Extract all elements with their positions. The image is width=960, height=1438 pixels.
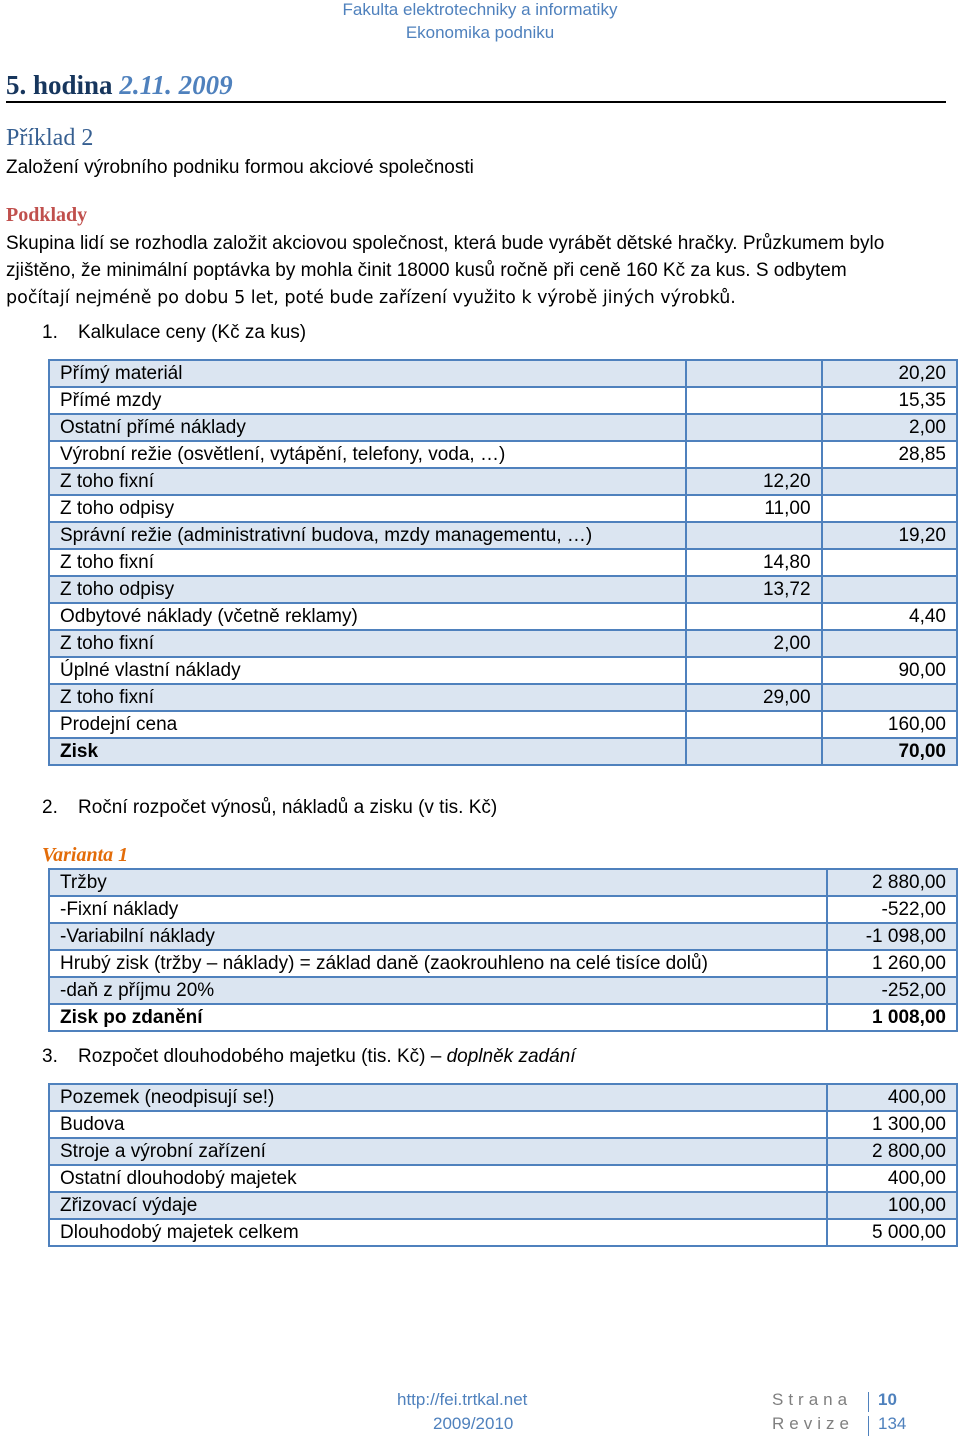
row-value: 4,40 — [822, 603, 957, 630]
row-label: Budova — [49, 1111, 827, 1138]
variant-heading: Varianta 1 — [42, 844, 129, 866]
row-label: Ostatní přímé náklady — [49, 414, 686, 441]
table-row — [49, 576, 957, 603]
podklady-text-2: počítají nejméně po dobu 5 let, poté bude zařízení využito k výrobě jiných výrobků. — [6, 288, 736, 308]
table-row — [49, 923, 957, 950]
row-label: Odbytové náklady (včetně reklamy) — [49, 603, 686, 630]
section-3-title: Rozpočet dlouhodobého majetku (tis. Kč) – — [78, 1046, 442, 1067]
row-label: Stroje a výrobní zařízení — [49, 1138, 827, 1165]
table-row — [49, 738, 957, 765]
example-heading: Příklad 2 — [6, 125, 94, 151]
row-subvalue: 29,00 — [686, 684, 821, 711]
row-label: -Variabilní náklady — [49, 923, 827, 950]
section-3-heading — [42, 1046, 576, 1068]
row-value — [822, 495, 957, 522]
row-label: Z toho fixní — [49, 549, 686, 576]
row-label: Z toho fixní — [49, 468, 686, 495]
row-label: Prodejní cena — [49, 711, 686, 738]
price-calculation-table — [48, 359, 958, 766]
section-1-number: 1. — [42, 322, 58, 343]
section-2-title: Roční rozpočet výnosů, nákladů a zisku (v tis. Kč) — [78, 797, 498, 818]
row-value: 28,85 — [822, 441, 957, 468]
table-row — [49, 711, 957, 738]
row-label: Dlouhodobý majetek celkem — [49, 1219, 827, 1246]
podklady-text-1: Skupina lidí se rozhodla založit akciovou společnost, která bude vyrábět dětské hračky. Průzkumem bylo zjištěno, že minimální poptávka by mohla činit 18000 kusů ročně při ceně 160 Kč za kus. S odbytem — [6, 233, 885, 281]
row-value: -522,00 — [827, 896, 957, 923]
row-subvalue: 13,72 — [686, 576, 821, 603]
row-value: 15,35 — [822, 387, 957, 414]
table-row — [49, 1004, 957, 1031]
row-label: Přímé mzdy — [49, 387, 686, 414]
example-subtitle: Založení výrobního podniku formou akciové společnosti — [6, 157, 474, 178]
long-term-assets-table — [48, 1083, 958, 1247]
row-subvalue — [686, 414, 821, 441]
row-value: 2,00 — [822, 414, 957, 441]
table-row — [49, 1111, 957, 1138]
row-subvalue — [686, 603, 821, 630]
row-value: 400,00 — [827, 1084, 957, 1111]
section-2-heading — [42, 797, 497, 819]
podklady-text — [6, 230, 951, 312]
table-row — [49, 1192, 957, 1219]
table-row — [49, 684, 957, 711]
lesson-date: 2.11. 2009 — [119, 70, 233, 100]
row-label: Zisk — [49, 738, 686, 765]
table-row — [49, 522, 957, 549]
row-subvalue — [686, 522, 821, 549]
table-row — [49, 414, 957, 441]
row-value: 160,00 — [822, 711, 957, 738]
footer-divider-2 — [868, 1416, 869, 1436]
row-value — [822, 468, 957, 495]
table-row — [49, 468, 957, 495]
row-value: 400,00 — [827, 1165, 957, 1192]
row-value — [822, 630, 957, 657]
row-label: Ostatní dlouhodobý majetek — [49, 1165, 827, 1192]
table-row — [49, 360, 957, 387]
row-label: Úplné vlastní náklady — [49, 657, 686, 684]
footer-page-number: 10 — [878, 1390, 897, 1409]
row-label: Z toho fixní — [49, 684, 686, 711]
table-row — [49, 603, 957, 630]
table-row — [49, 657, 957, 684]
row-value: 70,00 — [822, 738, 957, 765]
table-row — [49, 630, 957, 657]
table-row — [49, 441, 957, 468]
footer-revision-number: 134 — [878, 1414, 907, 1433]
table-row — [49, 1219, 957, 1246]
row-label: Zisk po zdanění — [49, 1004, 827, 1031]
row-value: 20,20 — [822, 360, 957, 387]
row-subvalue — [686, 657, 821, 684]
title-rule — [6, 101, 946, 103]
row-label: Přímý materiál — [49, 360, 686, 387]
row-label: Správní režie (administrativní budova, mzdy managementu, …) — [49, 522, 686, 549]
page-title — [6, 70, 233, 101]
row-label: Tržby — [49, 869, 827, 896]
section-1-heading — [42, 322, 306, 344]
row-label: Z toho odpisy — [49, 495, 686, 522]
row-value: 90,00 — [822, 657, 957, 684]
annual-budget-table — [48, 868, 958, 1032]
row-label: Výrobní režie (osvětlení, vytápění, telefony, voda, …) — [49, 441, 686, 468]
table-row — [49, 1165, 957, 1192]
footer-page-label: Strana — [772, 1390, 853, 1409]
row-value: 2 880,00 — [827, 869, 957, 896]
lesson-title: 5. hodina — [6, 70, 113, 100]
table-row — [49, 869, 957, 896]
row-value: -1 098,00 — [827, 923, 957, 950]
row-subvalue: 2,00 — [686, 630, 821, 657]
row-value — [822, 576, 957, 603]
table-row — [49, 387, 957, 414]
footer-revision-label: Revize — [772, 1414, 854, 1433]
row-label: Hrubý zisk (tržby – náklady) = základ daně (zaokrouhleno na celé tisíce dolů) — [49, 950, 827, 977]
footer-year: 2009/2010 — [433, 1414, 514, 1433]
row-subvalue: 12,20 — [686, 468, 821, 495]
section-3-number: 3. — [42, 1046, 58, 1067]
table-row — [49, 977, 957, 1004]
section-1-title: Kalkulace ceny (Kč za kus) — [78, 322, 307, 343]
row-value: 100,00 — [827, 1192, 957, 1219]
row-label: -Fixní náklady — [49, 896, 827, 923]
row-value: 2 800,00 — [827, 1138, 957, 1165]
header-course: Ekonomika podniku — [405, 23, 555, 42]
row-value — [822, 684, 957, 711]
row-subvalue — [686, 738, 821, 765]
table-row — [49, 495, 957, 522]
row-value: 1 300,00 — [827, 1111, 957, 1138]
footer-divider-1 — [868, 1392, 869, 1412]
row-value: 1 008,00 — [827, 1004, 957, 1031]
row-subvalue — [686, 360, 821, 387]
row-value — [822, 549, 957, 576]
row-subvalue — [686, 387, 821, 414]
row-subvalue — [686, 711, 821, 738]
row-value: -252,00 — [827, 977, 957, 1004]
table-row — [49, 1084, 957, 1111]
row-subvalue — [686, 441, 821, 468]
row-subvalue: 11,00 — [686, 495, 821, 522]
row-label: Pozemek (neodpisují se!) — [49, 1084, 827, 1111]
podklady-heading: Podklady — [6, 204, 88, 226]
table-row — [49, 1138, 957, 1165]
row-label: Zřizovací výdaje — [49, 1192, 827, 1219]
row-value: 1 260,00 — [827, 950, 957, 977]
row-value: 19,20 — [822, 522, 957, 549]
row-subvalue: 14,80 — [686, 549, 821, 576]
row-label: Z toho fixní — [49, 630, 686, 657]
row-label: Z toho odpisy — [49, 576, 686, 603]
table-row — [49, 896, 957, 923]
section-3-title-italic: doplněk zadání — [446, 1046, 576, 1067]
header-faculty: Fakulta elektrotechniky a informatiky — [342, 0, 618, 19]
table-row — [49, 549, 957, 576]
footer-url[interactable]: http://fei.trtkal.net — [397, 1390, 528, 1409]
row-value: 5 000,00 — [827, 1219, 957, 1246]
section-2-number: 2. — [42, 797, 58, 818]
table-row — [49, 950, 957, 977]
row-label: -daň z příjmu 20% — [49, 977, 827, 1004]
